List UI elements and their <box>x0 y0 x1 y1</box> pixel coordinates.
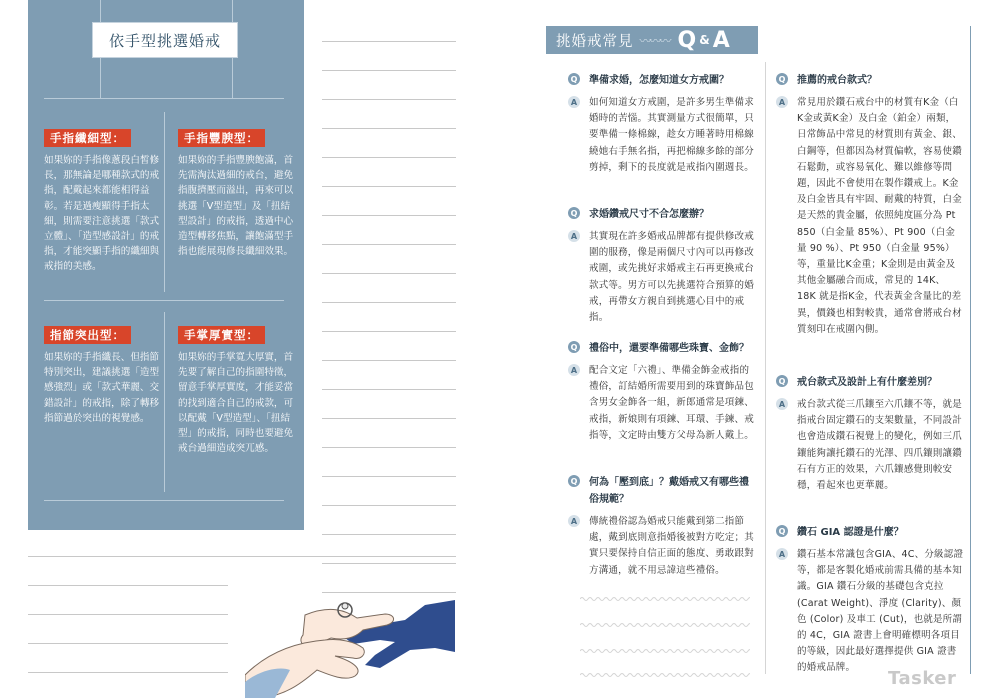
hand-type-label: 手指豐腴型： <box>178 129 265 147</box>
note-line <box>322 360 456 361</box>
question-text: 戒台款式及設計上有什麼差別？ <box>797 377 937 388</box>
note-line <box>28 585 228 586</box>
note-line <box>322 447 456 448</box>
qa-header <box>546 26 758 54</box>
question-icon: Q <box>568 73 580 85</box>
qa-item <box>776 374 964 494</box>
note-line <box>322 273 456 274</box>
answer-icon: A <box>776 548 788 560</box>
hand-type-label: 手掌厚實型： <box>178 326 265 344</box>
question-icon: Q <box>776 73 788 85</box>
qa-item <box>568 72 758 176</box>
answer-text: 如何知道女方戒圍，是許多男生準備求婚時的苦惱。其實測量方式很簡單，只要準備一條棉線，趁女方睡著時用棉線繞她右手無名指，再把棉線多餘的部分剪掉，剩下的長度就是戒指內圍週長。 <box>589 97 754 173</box>
watermark-logo: Tasker <box>888 668 957 689</box>
question-text: 何為「壓到底」？戴婚戒又有哪些禮俗規範？ <box>589 477 749 505</box>
hand-type-text: 如果妳的手指豐腴飽滿，首先需淘汰過細的戒台，避免指腹擠壓而溢出，再來可以挑選「V型造型」及「扭結型設計」的戒指，透過中心造型轉移焦點，讓飽滿型手指也能展現修長纖細效果。 <box>178 155 294 258</box>
answer-icon: A <box>776 398 788 410</box>
qa-item <box>776 72 964 338</box>
note-line <box>322 389 456 390</box>
answer-icon: A <box>568 230 580 242</box>
qa-item <box>568 340 758 444</box>
question-icon: Q <box>776 525 788 537</box>
question-text: 禮俗中，還要準備哪些珠寶、金飾？ <box>589 343 749 354</box>
answer-icon: A <box>568 364 580 376</box>
page-border <box>970 26 971 674</box>
qa-item <box>776 524 964 677</box>
wave-line <box>580 596 750 602</box>
answer-text: 配合文定「六禮」、準備金飾金戒指的禮俗，訂結婚所需要用到的珠寶飾品包含男女金飾各一組，新郎通常是項鍊、戒指，新娘則有項鍊、耳環、手鍊、戒指等，文定時由雙方父母為新人戴上。 <box>589 365 754 441</box>
note-line <box>28 643 228 644</box>
question-icon: Q <box>568 341 580 353</box>
qa-header-q: Q <box>677 27 698 53</box>
note-line <box>28 672 228 673</box>
note-line <box>322 99 456 100</box>
answer-icon: A <box>568 515 580 527</box>
note-line <box>28 614 228 615</box>
column-divider <box>765 62 766 674</box>
hand-type-plump <box>178 127 296 259</box>
qa-item <box>568 474 758 579</box>
wave-line <box>580 622 750 628</box>
note-line <box>322 331 456 332</box>
note-line <box>322 476 456 477</box>
note-line <box>322 128 456 129</box>
hand-type-text: 如果妳的手指像蔥段白皙修長，那無論是哪種款式的戒指，配戴起來都能相得益彰。若是過瘦顯得手指太細，則需要注意挑選「款式立體」、「造型感設計」的戒指，才能突顯手指的纖細與戒指的美感。 <box>44 155 160 273</box>
question-text: 推薦的戒台款式？ <box>797 75 877 86</box>
wave-decoration-icon: 〰〰〰 <box>639 33 670 48</box>
qa-header-amp: & <box>699 33 711 47</box>
section-title: 依手型挑選婚戒 <box>92 22 238 58</box>
answer-icon: A <box>776 96 788 108</box>
hand-type-label: 指節突出型： <box>44 326 131 344</box>
hand-type-thick-palm <box>178 324 296 456</box>
answer-icon: A <box>568 96 580 108</box>
note-line <box>322 302 456 303</box>
note-line <box>322 215 456 216</box>
note-line <box>322 418 456 419</box>
note-line <box>322 41 456 42</box>
answer-text: 傳統禮俗認為婚戒只能戴到第二指節處，戴到底則意指婚後被對方吃定；其實只要保持自信正面的態度、勇敢跟對方溝通，就不用忌諱這些禮俗。 <box>589 516 754 576</box>
answer-text: 其實現在許多婚戒品牌都有提供修改戒圍的服務，像是兩個尺寸內可以再修改戒圍，或先挑好求婚戒主石再更換戒台款式等。男方可以先挑選符合預算的婚戒，再帶女方親自到挑選心目中的戒指。 <box>589 231 754 324</box>
note-line <box>322 534 456 535</box>
qa-header-title: 挑婚戒常見 <box>556 33 634 50</box>
question-icon: Q <box>568 207 580 219</box>
note-line <box>322 157 456 158</box>
divider <box>44 300 284 301</box>
qa-header-a: A <box>712 27 731 53</box>
note-line <box>322 563 456 564</box>
hand-type-slender <box>44 127 162 275</box>
question-text: 求婚鑽戒尺寸不合怎麼辦？ <box>589 209 709 220</box>
divider <box>164 312 165 492</box>
wave-line <box>580 672 750 678</box>
note-line <box>28 556 456 557</box>
answer-text: 戒台款式從三爪鑲至六爪鑲不等，就是指戒台固定鑽石的支架數量，不同設計也會造成鑽石視覺上的變化，例如三爪鑲能夠讓托鑽石的光澤、四爪鑲則讓鑽石有方正的效果，六爪鑲感覺則較安穩，看起來也更華麗。 <box>797 399 962 492</box>
question-text: 準備求婚，怎麼知道女方戒圍？ <box>589 75 729 86</box>
divider <box>164 112 165 292</box>
question-icon: Q <box>568 475 580 487</box>
hand-ring-illustration <box>245 570 455 698</box>
question-text: 鑽石 GIA 認證是什麼？ <box>797 527 904 538</box>
qa-item <box>568 206 758 326</box>
hand-type-knuckle <box>44 324 162 426</box>
note-line <box>322 70 456 71</box>
hand-type-text: 如果妳的手掌寬大厚實，首先要了解自己的指圍特徵，留意手掌厚實度，才能妥當的找到適合自己的戒款，可以配戴「V型造型」、「扭結型」的戒指，同時也要避免戒台過細造成突兀感。 <box>178 352 294 455</box>
divider <box>44 98 284 99</box>
question-icon: Q <box>776 375 788 387</box>
note-line <box>322 244 456 245</box>
hand-type-text: 如果妳的手指纖長、但指節特別突出，建議挑選「造型感強烈」或「款式華麗、交錯設計」的戒指，除了轉移指節過於突出的視覺感。 <box>44 352 160 424</box>
answer-text: 鑽石基本常識包含GIA、4C、分級認證等，都是客製化婚戒前需具備的基本知識。GIA 鑽石分級的基礎包含克拉 (Carat Weight)、淨度 (Clarity)、顏色 (Color) 及車工 (Cut)，也就是所謂的 4C，GIA 證書上會明確標明各項目的等級，因此最好選擇提供 GIA 證書的婚戒品牌。 <box>797 549 964 674</box>
divider <box>44 500 284 501</box>
hand-type-label: 手指纖細型： <box>44 129 131 147</box>
wave-line <box>580 648 750 654</box>
note-line <box>322 186 456 187</box>
note-line <box>322 505 456 506</box>
answer-text: 常見用於鑽石戒台中的材質有K金（白K金或黃K金）及白金（鉑金）兩類，日常飾品中常見的材質則有黃金、銀、白鋼等，但都因為材質偏軟，容易使鑽石鬆動，或容易氧化、難以維修等問題，因此不會使用在製作鑽戒上。K金及白金皆具有牢固、耐戴的特質，白金是天然的貴金屬，依照純度區分為 Pt 850（白金量 85%）、Pt 900（白金量 90 %）、Pt 950（白金量 95%）等，重量比K金重；K金則是由黃金及其他金屬融合而成，常見的 14K、18K 就是指K金，代表黃金含量比的差異，價錢也相對較貴，通常會將戒台材質刻印在戒圍內側。 <box>797 97 962 335</box>
